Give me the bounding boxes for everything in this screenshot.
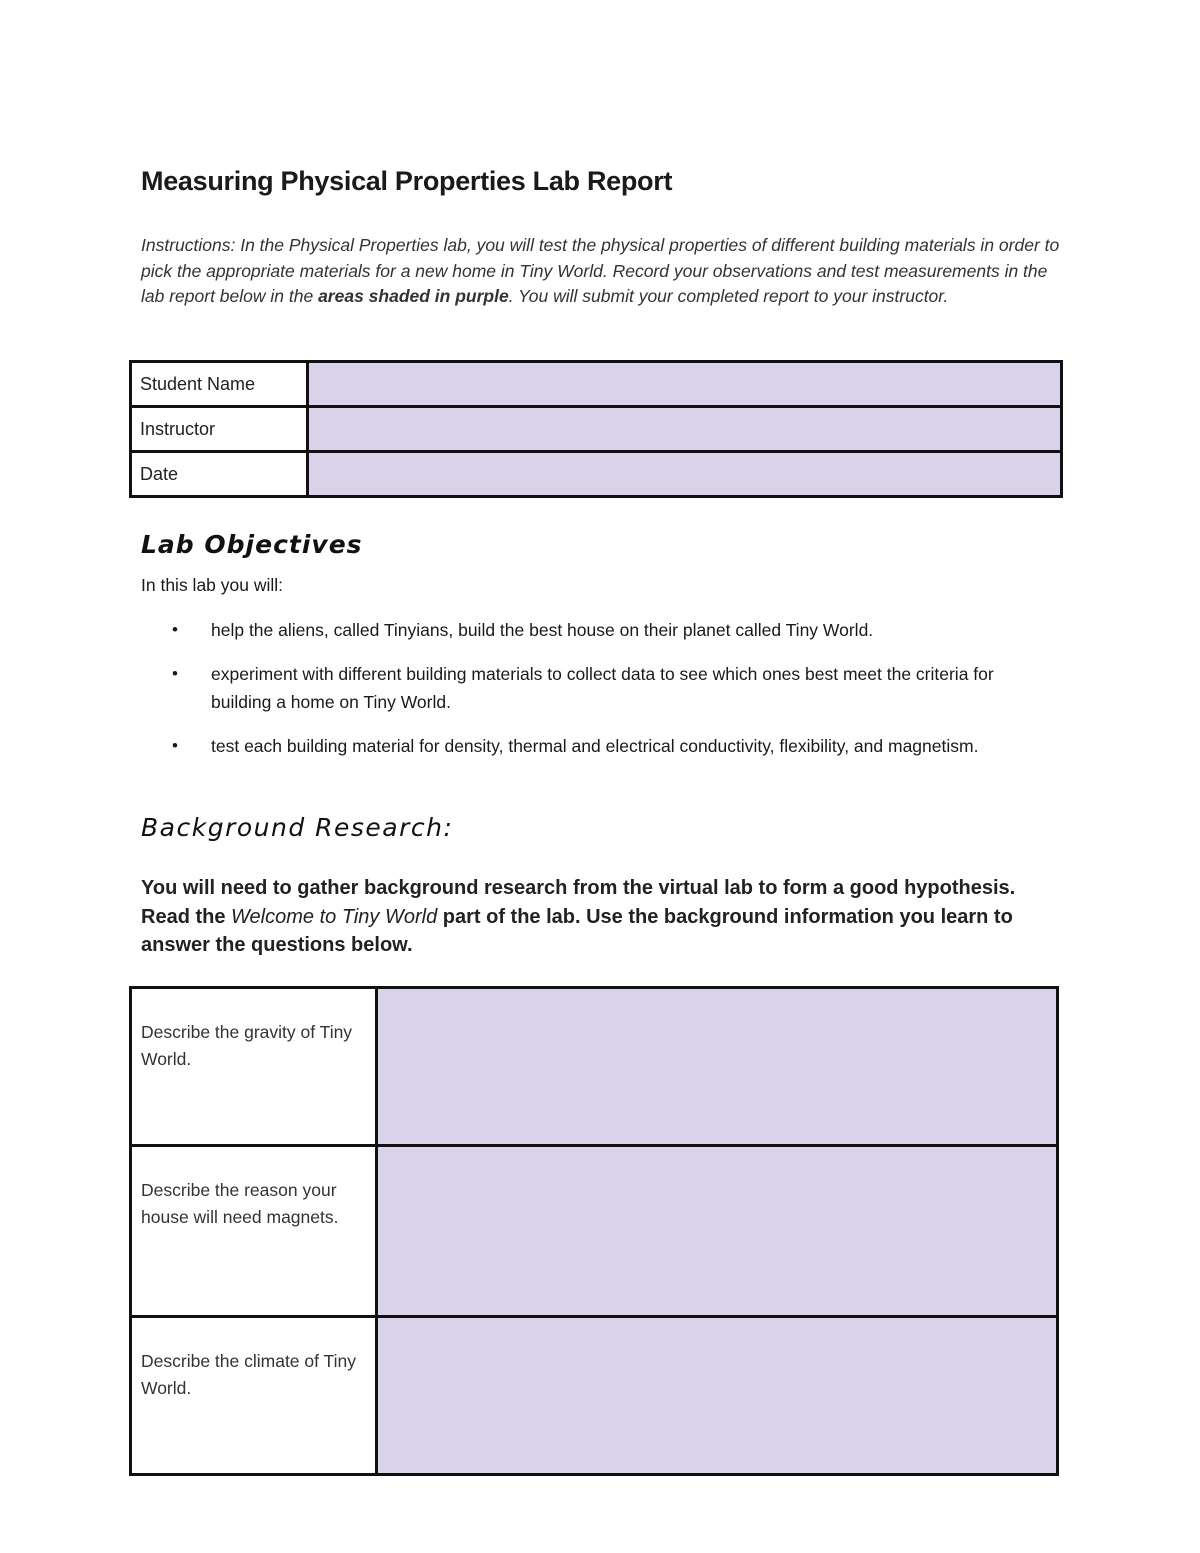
gravity-answer-field[interactable] [377, 988, 1058, 1146]
instructions-text [141, 233, 1061, 310]
list-item [141, 732, 1001, 760]
student-name-label: Student Name [131, 362, 308, 407]
objectives-list [141, 616, 1001, 776]
bullet-icon: • [172, 664, 178, 683]
instructions-emphasis: areas shaded in purple [318, 286, 509, 307]
student-name-field[interactable] [308, 362, 1062, 407]
objectives-intro: In this lab you will: [141, 575, 284, 595]
objective-text: experiment with different building materials to collect data to see which ones best meet the criteria for building a home on Tiny World. [211, 664, 994, 712]
gravity-question: Describe the gravity of Tiny World. [131, 988, 377, 1146]
background-intro-part2: part of the lab. Use the background information you learn to answer the questions below. [141, 905, 1013, 956]
table-row [131, 1317, 1058, 1475]
bullet-icon: • [172, 620, 178, 639]
date-label: Date [131, 452, 308, 497]
background-intro-italic: Welcome to Tiny World [231, 905, 438, 928]
background-research-heading: Background Research: [141, 813, 454, 842]
instructor-label: Instructor [131, 407, 308, 452]
instructions-part1: Instructions: In the Physical Properties lab, you will test the physical properties of different building materials in order to pick the appropriate materials for a new home in Tiny World. Record your observations and test measurements in the lab report below in the [141, 235, 1060, 307]
objective-text: test each building material for density, thermal and electrical conductivity, flexibility, and magnetism. [211, 736, 979, 756]
bullet-icon: • [172, 736, 178, 755]
lab-objectives-heading: Lab Objectives [141, 530, 363, 559]
objective-text: help the aliens, called Tinyians, build the best house on their planet called Tiny World. [211, 620, 874, 640]
table-row [131, 1146, 1058, 1317]
magnets-question: Describe the reason your house will need magnets. [131, 1146, 377, 1317]
date-field[interactable] [308, 452, 1062, 497]
list-item [141, 616, 1001, 644]
table-row [131, 407, 1062, 452]
background-intro [141, 874, 1061, 960]
student-info-table [129, 360, 1063, 498]
magnets-answer-field[interactable] [377, 1146, 1058, 1317]
list-item [141, 660, 1001, 716]
page-title: Measuring Physical Properties Lab Report [141, 166, 673, 196]
instructions-part2: . You will submit your completed report to your instructor. [508, 286, 949, 307]
background-questions-table [129, 986, 1059, 1476]
climate-answer-field[interactable] [377, 1317, 1058, 1475]
background-intro-part1: You will need to gather background research from the virtual lab to form a good hypothesis. Read the [141, 877, 1016, 928]
table-row [131, 362, 1062, 407]
table-row [131, 988, 1058, 1146]
instructor-field[interactable] [308, 407, 1062, 452]
climate-question: Describe the climate of Tiny World. [131, 1317, 377, 1475]
table-row [131, 452, 1062, 497]
